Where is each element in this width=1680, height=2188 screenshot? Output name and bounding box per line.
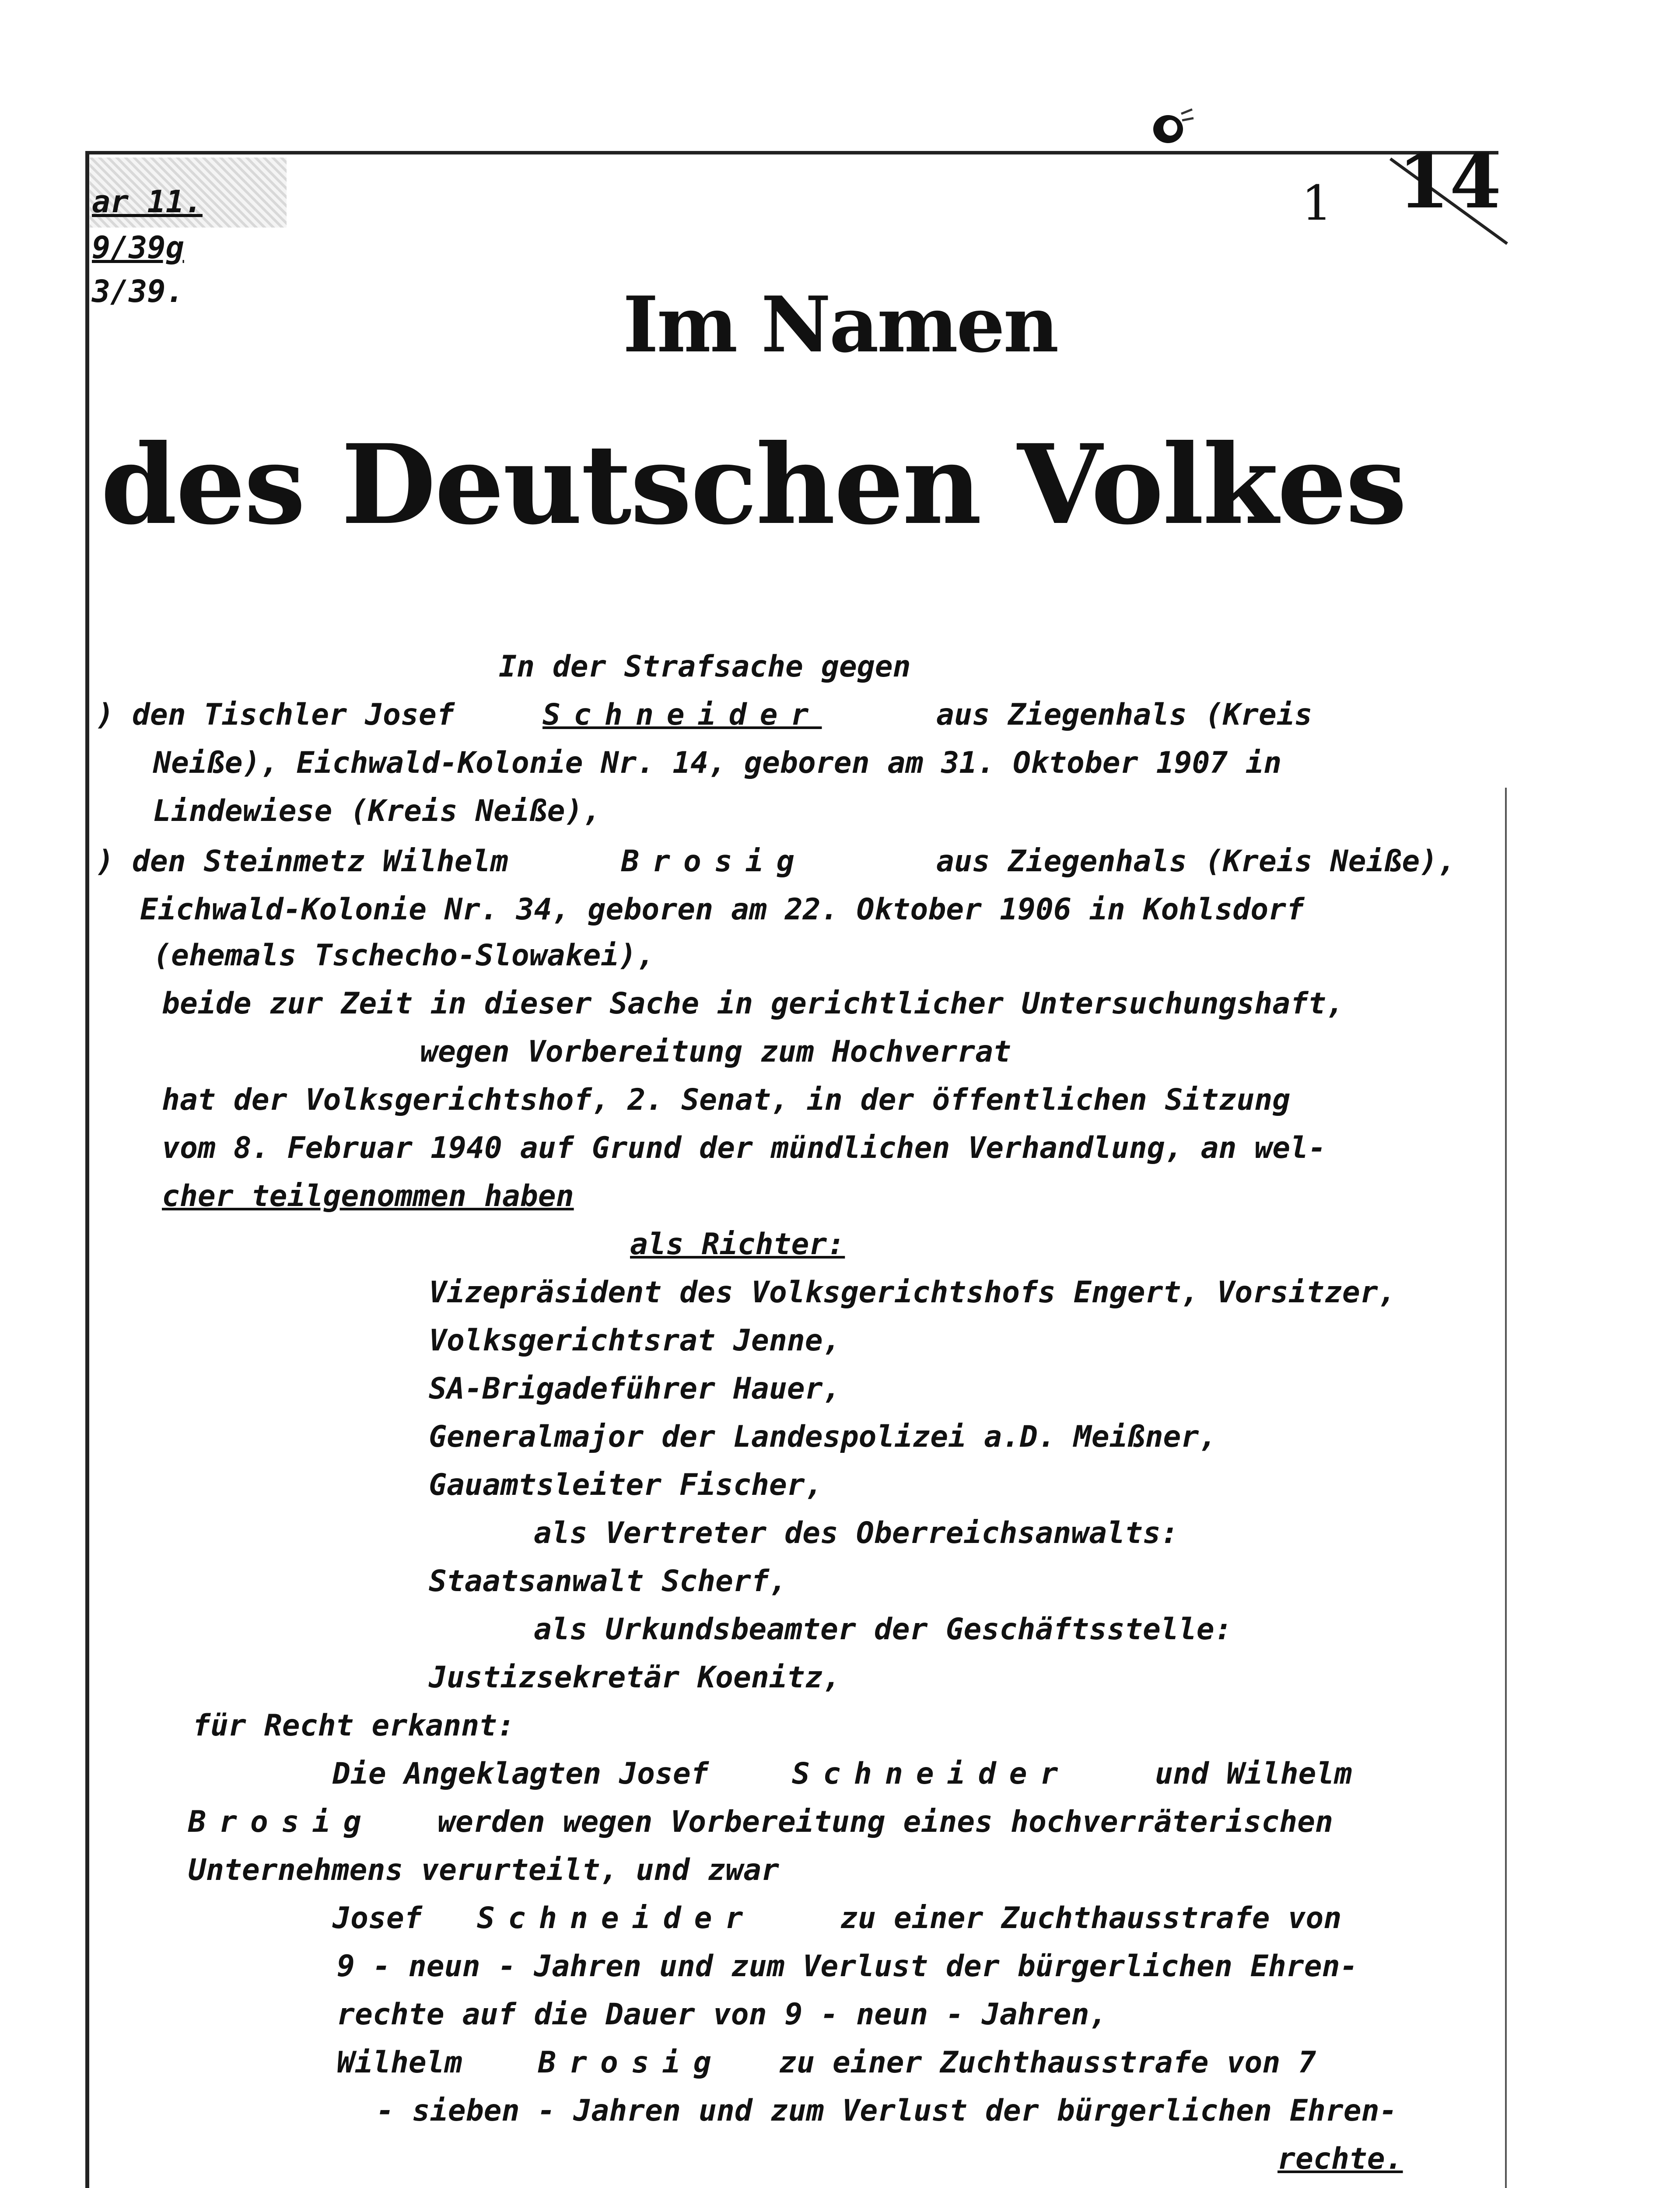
body-line: (ehemals Tschecho-Slowakei), xyxy=(153,938,655,973)
defendant-name: Brosig xyxy=(621,844,808,879)
body-line: Generalmajor der Landespolizei a.D. Meißner, xyxy=(429,1420,1217,1454)
body-line: beide zur Zeit in dieser Sache in gerichtlicher Untersuchungshaft, xyxy=(162,986,1344,1021)
page-number: 1 xyxy=(1302,175,1332,231)
case-ref-line-2: 9/39g xyxy=(92,230,184,266)
body-line: hat der Volksgerichtshof, 2. Senat, in der öffentlichen Sitzung xyxy=(162,1083,1291,1117)
body-line: zu einer Zuchthausstrafe von xyxy=(840,1901,1342,1936)
body-line: Gauamtsleiter Fischer, xyxy=(429,1468,823,1502)
case-ref-line-3: 3/39. xyxy=(92,274,184,309)
body-line: Unternehmens verurteilt, und zwar xyxy=(188,1853,780,1887)
body-line: Volksgerichtsrat Jenne, xyxy=(429,1323,841,1358)
body-line: Vizepräsident des Volksgerichtshofs Engert, Vorsitzer, xyxy=(429,1275,1396,1310)
body-line: rechte auf die Dauer von 9 - neun - Jahren, xyxy=(337,1997,1107,2032)
body-line: und Wilhelm xyxy=(1155,1757,1352,1791)
body-line: aus Ziegenhals (Kreis xyxy=(936,698,1312,732)
body-line: cher teilgenommen haben xyxy=(162,1179,574,1213)
defendant-name: Schneider xyxy=(477,1901,756,1936)
section-label: als Richter: xyxy=(630,1227,845,1262)
body-line: Eichwald-Kolonie Nr. 34, geboren am 22. Oktober 1906 in Kohlsdorf xyxy=(140,892,1305,927)
body-line: SA-Brigadeführer Hauer, xyxy=(429,1371,841,1406)
body-line: werden wegen Vorbereitung eines hochverräterischen xyxy=(438,1805,1333,1839)
defendant-name: Schneider xyxy=(542,698,822,732)
title-line-2: des Deutschen Volkes xyxy=(101,420,1406,549)
defendant-name: Schneider xyxy=(792,1757,1071,1791)
frame-top-rule xyxy=(85,151,1498,154)
defendant-name: Brosig xyxy=(538,2045,724,2080)
body-line: ) den Steinmetz Wilhelm xyxy=(96,844,508,879)
title-line-1: Im Namen xyxy=(623,280,1057,370)
body-line: ) den Tischler Josef xyxy=(96,698,455,732)
body-line: Justizsekretär Koenitz, xyxy=(429,1660,841,1695)
body-line: Die Angeklagten Josef xyxy=(332,1757,709,1791)
body-line: Neiße), Eichwald-Kolonie Nr. 14, geboren am 31. Oktober 1907 in xyxy=(153,746,1282,780)
frame-right-rule xyxy=(1505,788,1507,2188)
verdict-heading: für Recht erkannt: xyxy=(192,1708,515,1743)
section-label: als Urkundsbeamter der Geschäftsstelle: xyxy=(534,1612,1232,1647)
body-line: wegen Vorbereitung zum Hochverrat xyxy=(420,1034,1012,1069)
body-line: vom 8. Februar 1940 auf Grund der mündlichen Verhandlung, an wel- xyxy=(162,1131,1326,1165)
body-line: - sieben - Jahren und zum Verlust der bürgerlichen Ehren- xyxy=(376,2093,1397,2128)
section-label: als Vertreter des Oberreichsanwalts: xyxy=(534,1516,1179,1550)
body-line: 9 - neun - Jahren und zum Verlust der bürgerlichen Ehren- xyxy=(337,1949,1358,1984)
body-line: Wilhelm xyxy=(337,2045,462,2080)
body-line: Lindewiese (Kreis Neiße), xyxy=(153,794,601,828)
case-ref-line-1: ar 11. xyxy=(92,184,203,220)
stamp-number: 14 xyxy=(1398,138,1502,225)
body-line: zu einer Zuchthausstrafe von 7 xyxy=(779,2045,1316,2080)
body-line: In der Strafsache gegen xyxy=(499,649,911,684)
frame-left-rule xyxy=(85,151,89,2188)
body-line: Staatsanwalt Scherf, xyxy=(429,1564,787,1599)
body-line: rechte. xyxy=(1278,2142,1403,2176)
ink-stamp-icon xyxy=(1146,105,1194,149)
body-line: Josef xyxy=(332,1901,422,1936)
body-line: aus Ziegenhals (Kreis Neiße), xyxy=(936,844,1456,879)
defendant-name: Brosig xyxy=(188,1805,374,1839)
